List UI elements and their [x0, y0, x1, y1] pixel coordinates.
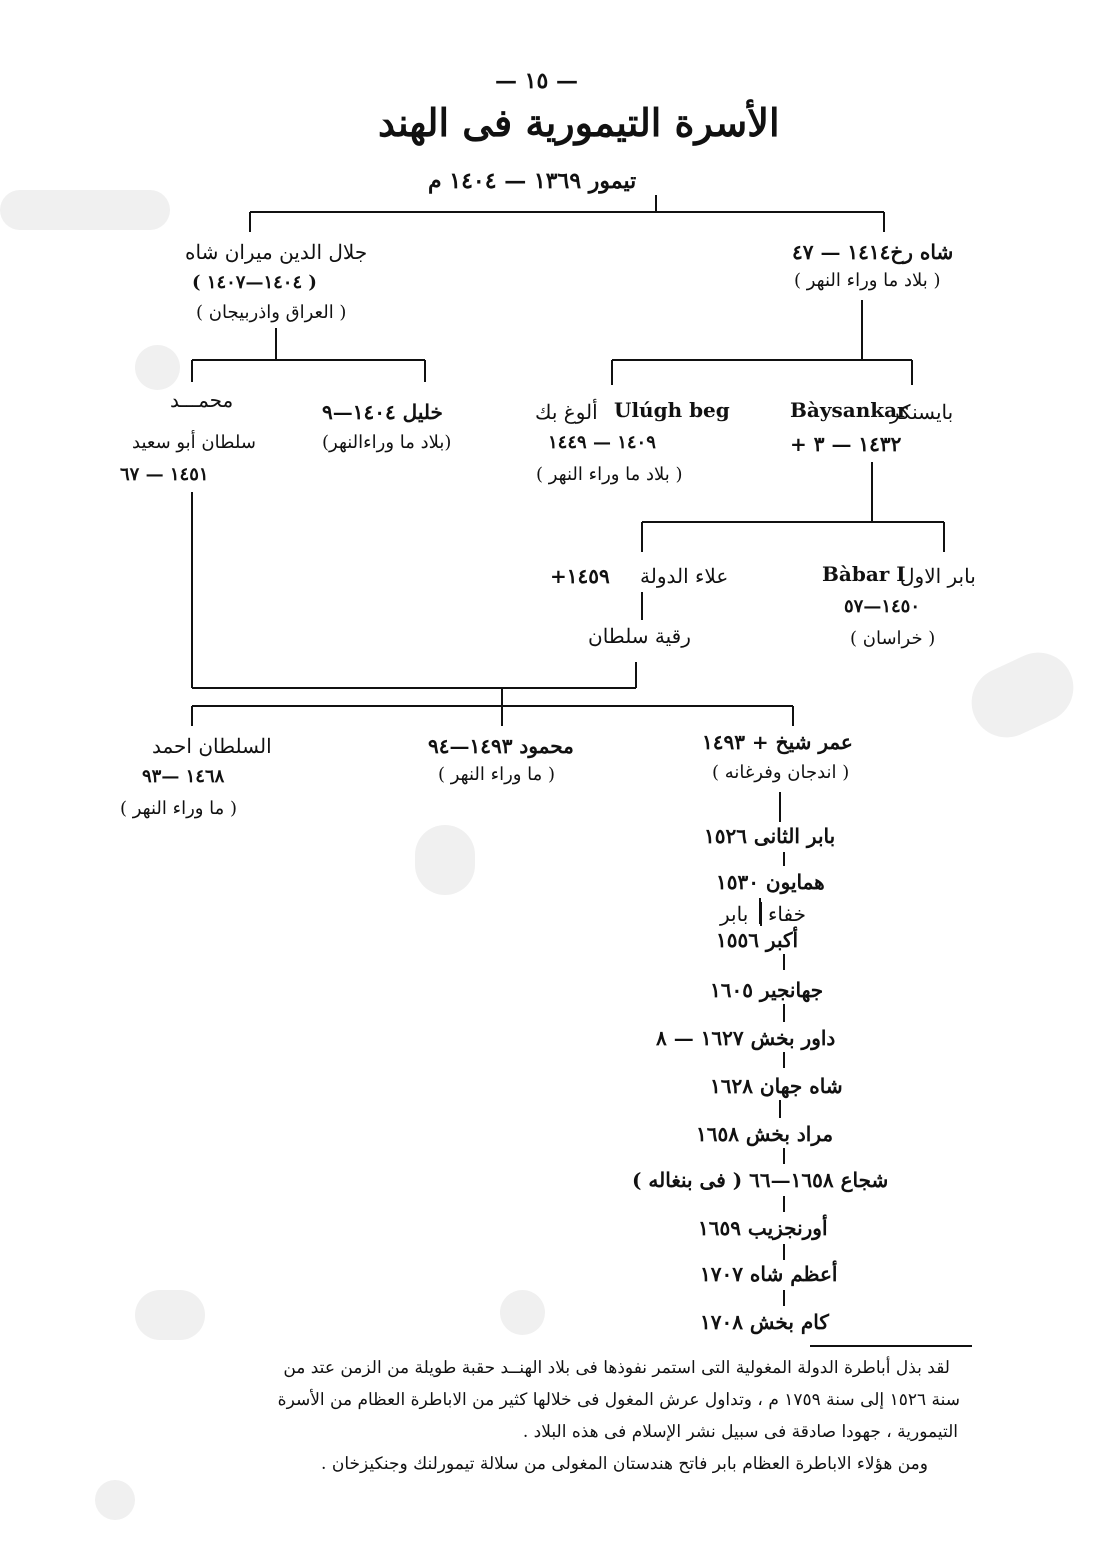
- jalal-region: ( العراق واذربيجان ): [196, 302, 347, 323]
- line-akbar: أكبر ١٥٥٦: [716, 928, 799, 952]
- jalal-dates: ( ١٤٠٤—١٤٠٧ ): [192, 272, 317, 293]
- footnote-line-2: سنة ١٥٢٦ إلى سنة ١٧٥٩ م ، وتداول عرش المغول فى خلالها كثير من الاباطرة العظام من الأسرة: [277, 1390, 960, 1410]
- khalil-region: (بلاد ما وراءالنهر): [322, 432, 452, 453]
- umar-name: عمر شيخ + ١٤٩٣: [702, 730, 853, 754]
- baysankar-dates: + ١٤٣٢ — ٣: [790, 432, 902, 456]
- ahmad-dates: ١٤٦٨ —٩٣: [142, 766, 225, 787]
- line-azam-shah: أعظم شاه ١٧٠٧: [700, 1262, 838, 1286]
- footnote-line-4: ومن هؤلاء الاباطرة العظام بابر فاتح هندستان المغولى من سلالة تيمورلنك وجنكيزخان .: [321, 1454, 928, 1474]
- shahrukh-region: ( بلاد ما وراء النهر ): [794, 270, 941, 291]
- alaa-name: علاء الدولة: [640, 564, 729, 588]
- line-murad-bakhsh: مراد بخش ١٦٥٨: [696, 1122, 834, 1146]
- khafa-label: خفاء: [768, 902, 806, 926]
- line-shuja: شجاع ١٦٥٨—٦٦ ( فى بنغاله ): [632, 1168, 889, 1192]
- ulugh-region: ( بلاد ما وراء النهر ): [536, 464, 683, 485]
- mahmud-region: ( ما وراء النهر ): [438, 764, 556, 785]
- baysankar-name-ar: بايسنكر: [890, 400, 954, 424]
- mahmud-name: محمود ١٤٩٣—٩٤: [428, 734, 574, 758]
- alaa-dates: +١٤٥٩: [550, 564, 610, 588]
- babar1-name-latin: Bàbar I: [822, 562, 906, 586]
- ulugh-name-latin: Ulúgh beg: [614, 398, 730, 422]
- babar1-region: ( خراسان ): [850, 628, 936, 649]
- line-babar2: بابر الثانى ١٥٢٦: [704, 824, 836, 848]
- line-dawar-bakhsh: داور بخش ١٦٢٧ — ٨: [656, 1026, 836, 1050]
- page-title: الأسرة التيمورية فى الهند: [378, 100, 780, 145]
- abu-said-name: سلطان أبو سعيد: [132, 432, 256, 453]
- baysankar-name-latin: Bàysankar: [790, 398, 908, 422]
- babar1-dates: ١٤٥٠—٥٧: [844, 596, 921, 617]
- ahmad-name: السلطان احمد: [152, 734, 272, 758]
- ahmad-region: ( ما وراء النهر ): [120, 798, 238, 819]
- umar-region: ( اندجان وفرغانه ): [712, 762, 850, 783]
- ruqayya-name: رقية سلطان: [588, 624, 691, 648]
- shahrukh-name: شاه رخ١٤١٤ — ٤٧: [792, 240, 954, 264]
- khafa-babar: بابر: [720, 902, 749, 926]
- ulugh-name-ar: ألوغ بك: [535, 400, 598, 424]
- line-shah-jahan: شاه جهان ١٦٢٨: [710, 1074, 843, 1098]
- babar1-name-ar: بابر الاول: [900, 564, 976, 588]
- line-jahangir: جهانجير ١٦٠٥: [710, 978, 824, 1002]
- line-kam-bakhsh: كام بخش ١٧٠٨: [700, 1310, 829, 1334]
- footnote-line-3: التيمورية ، جهودا صادقة فى سبيل نشر الإسلام فى هذه البلاد .: [522, 1422, 958, 1442]
- line-aurangzeb: أورنجزيب ١٦٥٩: [698, 1216, 828, 1240]
- line-humayun: همايون ١٥٣٠: [716, 870, 825, 894]
- abu-said-dates: ١٤٥١ — ٦٧: [120, 464, 209, 485]
- khalil-name: خليل ١٤٠٤—٩: [322, 400, 443, 424]
- footnote-line-1: لقد بذل أباطرة الدولة المغولية التى استمر نفوذها فى بلاد الهنــد حقبة طويلة من الزمن عتد من: [283, 1358, 950, 1378]
- khafa-divider: [760, 902, 762, 926]
- muhammad-name: محمـــد: [170, 388, 234, 412]
- founder-timur: تيمور ١٣٦٩ — ١٤٠٤ م: [428, 168, 637, 194]
- jalal-name: جلال الدين ميران شاه: [185, 240, 368, 264]
- page-number: — ١٥ —: [495, 68, 578, 94]
- ulugh-dates: ١٤٠٩ — ١٤٤٩: [548, 432, 656, 453]
